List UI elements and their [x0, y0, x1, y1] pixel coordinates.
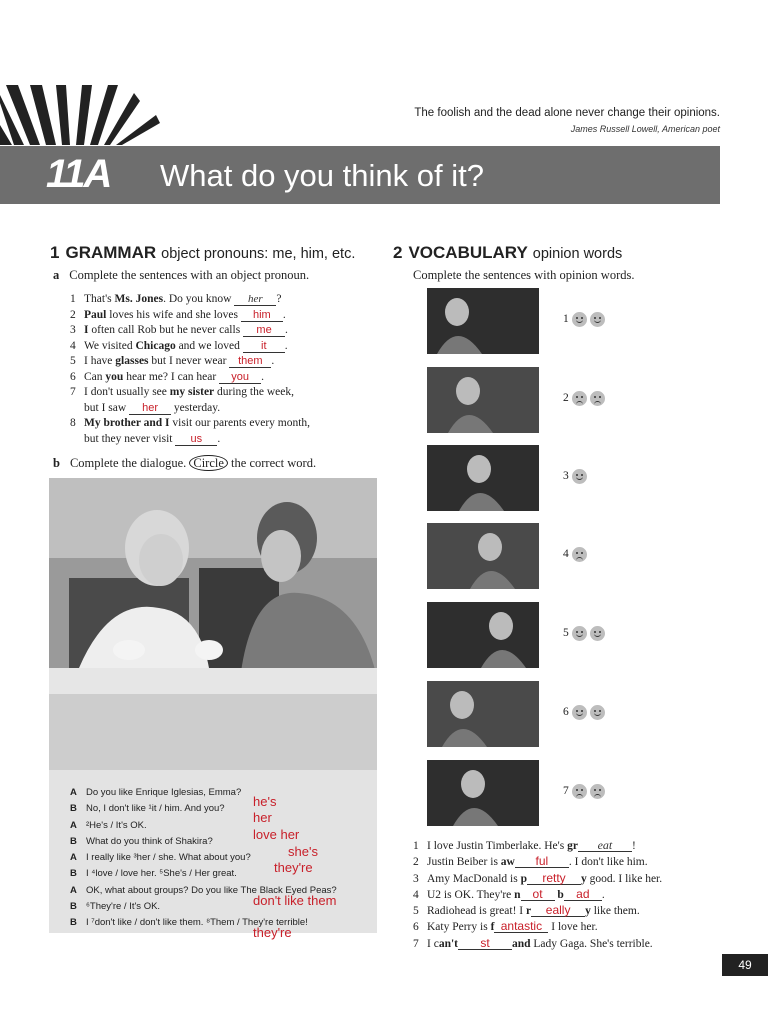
opinion-faces	[563, 312, 605, 327]
grammar-item	[70, 354, 370, 370]
item-text: but they never visit	[84, 432, 176, 445]
item-text: Amy MacDonald is	[427, 872, 521, 885]
singer-photo	[427, 760, 539, 826]
item-number: 3	[413, 872, 419, 885]
grammar-item	[70, 339, 370, 355]
dialogue-lines	[70, 787, 370, 934]
instruction-text: Complete the dialogue.	[69, 456, 190, 470]
dialogue-text: Do you like Enrique Iglesias, Emma?	[86, 787, 242, 798]
item-text: .	[284, 339, 288, 352]
grammar-items-list	[70, 292, 370, 447]
item-text: I love her.	[548, 921, 598, 934]
item-number: 6	[413, 921, 419, 934]
smiley-face-icon	[572, 469, 587, 484]
item-text: !	[631, 840, 636, 852]
unit-number: 11A	[46, 152, 111, 196]
item-number: 2	[413, 856, 419, 869]
answer-blank: him	[241, 309, 283, 322]
section-subtitle: object pronouns: me, him, etc.	[161, 246, 356, 262]
given-letters: aw	[500, 856, 515, 869]
item-text: .	[282, 308, 286, 321]
answer-blank: ful	[515, 855, 569, 868]
answer-blank: ot	[521, 888, 555, 901]
opinion-faces	[563, 784, 605, 799]
grammar-item	[70, 370, 370, 386]
section-number: 1	[50, 243, 60, 262]
item-bold-noun: you	[105, 370, 124, 383]
item-text: Lady Gaga. She's terrible.	[530, 937, 653, 950]
item-text: but I never wear	[148, 355, 230, 367]
dialogue-line	[70, 868, 370, 884]
speaker-label: B	[70, 803, 77, 815]
answer-blank: st	[458, 937, 512, 950]
sad-face-icon	[590, 784, 605, 799]
dialogue-text: What do you think of Shakira?	[86, 835, 213, 847]
speaker-label: A	[70, 852, 77, 864]
dialogue-answer: she's	[288, 844, 318, 859]
dialogue-answer: they're	[274, 860, 313, 875]
grammar-item-continued	[70, 432, 370, 448]
smiley-face-icon	[572, 626, 587, 641]
given-letters: r	[526, 905, 532, 918]
item-number: 5	[70, 355, 76, 367]
given-letters: y	[585, 905, 591, 918]
dialogue-text: I really like ³her / she. What about you?	[86, 852, 251, 864]
item-text: I c	[427, 937, 439, 950]
item-text: U2 is OK. They're	[427, 888, 515, 901]
answer-blank: them	[229, 355, 271, 368]
answer-blank: you	[219, 371, 261, 384]
epigraph-author: James Russell Lowell, American poet	[570, 124, 720, 134]
item-number: 7	[70, 386, 76, 398]
sad-face-icon	[572, 784, 587, 799]
singer-photo	[427, 681, 539, 747]
page-number: 49	[722, 954, 768, 976]
sunburst-decoration	[0, 85, 160, 145]
dialogue-answer: her	[253, 810, 272, 825]
answer-blank: me	[243, 324, 285, 337]
dialogue-text: No, I don't like ¹it / him. And you?	[86, 803, 225, 815]
item-text: .	[261, 370, 264, 383]
vocabulary-heading	[393, 243, 622, 263]
item-number: 8	[70, 417, 76, 429]
grammar-instruction-b	[53, 456, 316, 471]
smiley-face-icon	[572, 705, 587, 720]
vocab-sentence	[413, 903, 713, 919]
answer-blank: us	[175, 433, 217, 446]
singer-photo	[427, 288, 539, 354]
item-number: 1	[70, 293, 76, 305]
item-bold-noun: Ms. Jones	[114, 293, 164, 305]
item-text: but I saw	[84, 401, 130, 414]
item-text: ?	[276, 293, 282, 305]
sad-face-icon	[590, 391, 605, 406]
item-text: Justin Beiber is	[427, 856, 501, 869]
speaker-label: B	[70, 917, 77, 929]
item-number: 7	[413, 937, 419, 950]
photo-number: 2	[563, 392, 569, 405]
dialogue-line	[70, 917, 370, 933]
photo-number: 7	[563, 785, 569, 798]
speaker-label: B	[70, 868, 77, 880]
dialogue-text: ⁶They're / It's OK.	[86, 901, 161, 913]
given-letters: n	[514, 888, 521, 901]
photo-number: 4	[563, 548, 569, 561]
given-letters: and	[511, 937, 531, 950]
epigraph-quote: The foolish and the dead alone never change their opinions.	[414, 107, 720, 119]
item-text: good. I like her.	[586, 872, 663, 885]
singer-photo	[427, 523, 539, 589]
section-title: VOCABULARY	[408, 243, 528, 262]
couple-photo	[49, 478, 377, 770]
instruction-text: Complete the sentences with an object pronoun.	[69, 268, 310, 282]
instruction-text: the correct word.	[227, 456, 317, 470]
item-text: .	[271, 355, 275, 367]
grammar-item	[70, 385, 370, 401]
item-text: Radiohead is great! I	[427, 905, 526, 918]
item-text: That's	[84, 293, 115, 305]
item-bold-noun: my sister	[169, 386, 215, 398]
vocab-sentence	[413, 838, 713, 854]
item-text: . I don't like him.	[568, 856, 648, 869]
dialogue-text: I ⁷don't like / don't like them. ⁸Them / They're terrible!	[86, 917, 308, 929]
dialogue-line	[70, 820, 370, 836]
given-letters: gr	[567, 840, 578, 852]
item-text: I have	[84, 355, 116, 367]
given-letters: p	[520, 872, 527, 885]
vocab-sentence	[413, 854, 713, 870]
smiley-face-icon	[572, 312, 587, 327]
smiley-face-icon	[590, 705, 605, 720]
opinion-faces	[563, 391, 605, 406]
grammar-instruction-a	[53, 268, 309, 283]
answer-blank: retty	[527, 872, 581, 885]
item-bold-noun: glasses	[115, 355, 149, 367]
grammar-item	[70, 416, 370, 432]
dialogue-answer: love her	[253, 827, 300, 842]
opinion-faces	[563, 547, 587, 562]
opinion-faces	[563, 469, 587, 484]
photo-number: 6	[563, 706, 569, 719]
speaker-label: B	[70, 835, 77, 847]
dialogue-line	[70, 787, 370, 803]
singer-photo	[427, 367, 539, 433]
grammar-heading	[50, 243, 355, 263]
item-text: loves his wife and she loves	[106, 308, 241, 321]
item-number: 6	[70, 370, 76, 383]
opinion-faces	[563, 705, 605, 720]
item-text: I love Justin Timberlake. He's	[427, 840, 568, 852]
speaker-label: A	[70, 787, 77, 798]
dialogue-line	[70, 852, 370, 868]
part-label: a	[53, 268, 60, 282]
given-letters: f	[490, 921, 495, 934]
circled-word: Circle	[189, 455, 228, 471]
speaker-label: A	[70, 884, 77, 896]
item-text: yesterday.	[171, 401, 221, 414]
answer-blank: ad	[564, 888, 602, 901]
answer-blank: her	[129, 402, 171, 415]
sad-face-icon	[572, 391, 587, 406]
item-text: I don't usually see	[84, 386, 170, 398]
item-number: 3	[70, 324, 76, 336]
item-bold-noun: My brother and I	[84, 417, 170, 429]
item-text: Can	[84, 370, 106, 383]
item-text: .	[601, 888, 605, 901]
dialogue-answer: they're	[253, 925, 292, 940]
vocab-sentences-list	[413, 838, 713, 952]
opinion-faces	[563, 626, 605, 641]
section-subtitle: opinion words	[532, 246, 623, 262]
item-number: 2	[70, 308, 76, 321]
photo-number: 3	[563, 470, 569, 483]
grammar-item-continued	[70, 401, 370, 417]
given-letters: b	[557, 888, 564, 901]
dialogue-text: OK, what about groups? Do you like The Black Eyed Peas?	[86, 884, 337, 896]
dialogue-answer: don't like them	[253, 893, 337, 908]
given-letters: an't	[438, 937, 458, 950]
answer-blank: eally	[531, 904, 585, 917]
item-text: .	[285, 324, 288, 336]
item-text: and we loved	[175, 339, 243, 352]
sad-face-icon	[572, 547, 587, 562]
dialogue-text: ²He's / It's OK.	[86, 819, 147, 831]
speaker-label: A	[70, 819, 77, 831]
item-bold-noun: Chicago	[135, 339, 176, 352]
answer-blank: eat	[578, 839, 632, 852]
dialogue-line	[70, 836, 370, 852]
item-number: 1	[413, 840, 419, 852]
item-text: visit our parents every month,	[169, 417, 311, 429]
grammar-item	[70, 292, 370, 308]
dialogue-text: I ⁴love / love her. ⁵She's / Her great.	[86, 868, 237, 880]
vocab-sentence	[413, 887, 713, 903]
item-number: 4	[413, 888, 419, 901]
vocab-sentence	[413, 871, 713, 887]
item-text: often call Rob but he never calls	[88, 324, 244, 336]
section-title: GRAMMAR	[65, 243, 157, 262]
grammar-item	[70, 323, 370, 339]
dialogue-line	[70, 803, 370, 819]
item-number: 4	[70, 339, 76, 352]
vocab-sentence	[413, 919, 713, 935]
vocabulary-instruction: Complete the sentences with opinion words.	[413, 268, 635, 282]
grammar-item	[70, 308, 370, 324]
given-letters: y	[581, 872, 587, 885]
item-number: 5	[413, 905, 419, 918]
answer-blank: antastic	[494, 920, 548, 933]
singer-photo	[427, 602, 539, 668]
photo-number: 1	[563, 313, 569, 326]
vocab-sentence	[413, 936, 713, 952]
unit-title: What do you think of it?	[160, 158, 484, 193]
item-text: hear me? I can hear	[123, 370, 220, 383]
part-label: b	[53, 456, 60, 470]
item-text: during the week,	[214, 386, 294, 398]
item-text: .	[217, 432, 221, 445]
smiley-face-icon	[590, 312, 605, 327]
photo-number: 5	[563, 627, 569, 640]
answer-blank: her	[234, 293, 276, 306]
item-text: like them.	[590, 905, 640, 918]
dialogue-answer: he's	[253, 794, 277, 809]
section-number: 2	[393, 243, 403, 262]
answer-blank: it	[243, 340, 285, 353]
smiley-face-icon	[590, 626, 605, 641]
singer-photo	[427, 445, 539, 511]
item-text: We visited	[84, 339, 136, 352]
speaker-label: B	[70, 901, 77, 913]
item-text: Katy Perry is	[427, 921, 491, 934]
item-bold-noun: Paul	[84, 308, 107, 321]
item-bold-noun: I	[84, 324, 89, 336]
item-text: . Do you know	[163, 293, 235, 305]
